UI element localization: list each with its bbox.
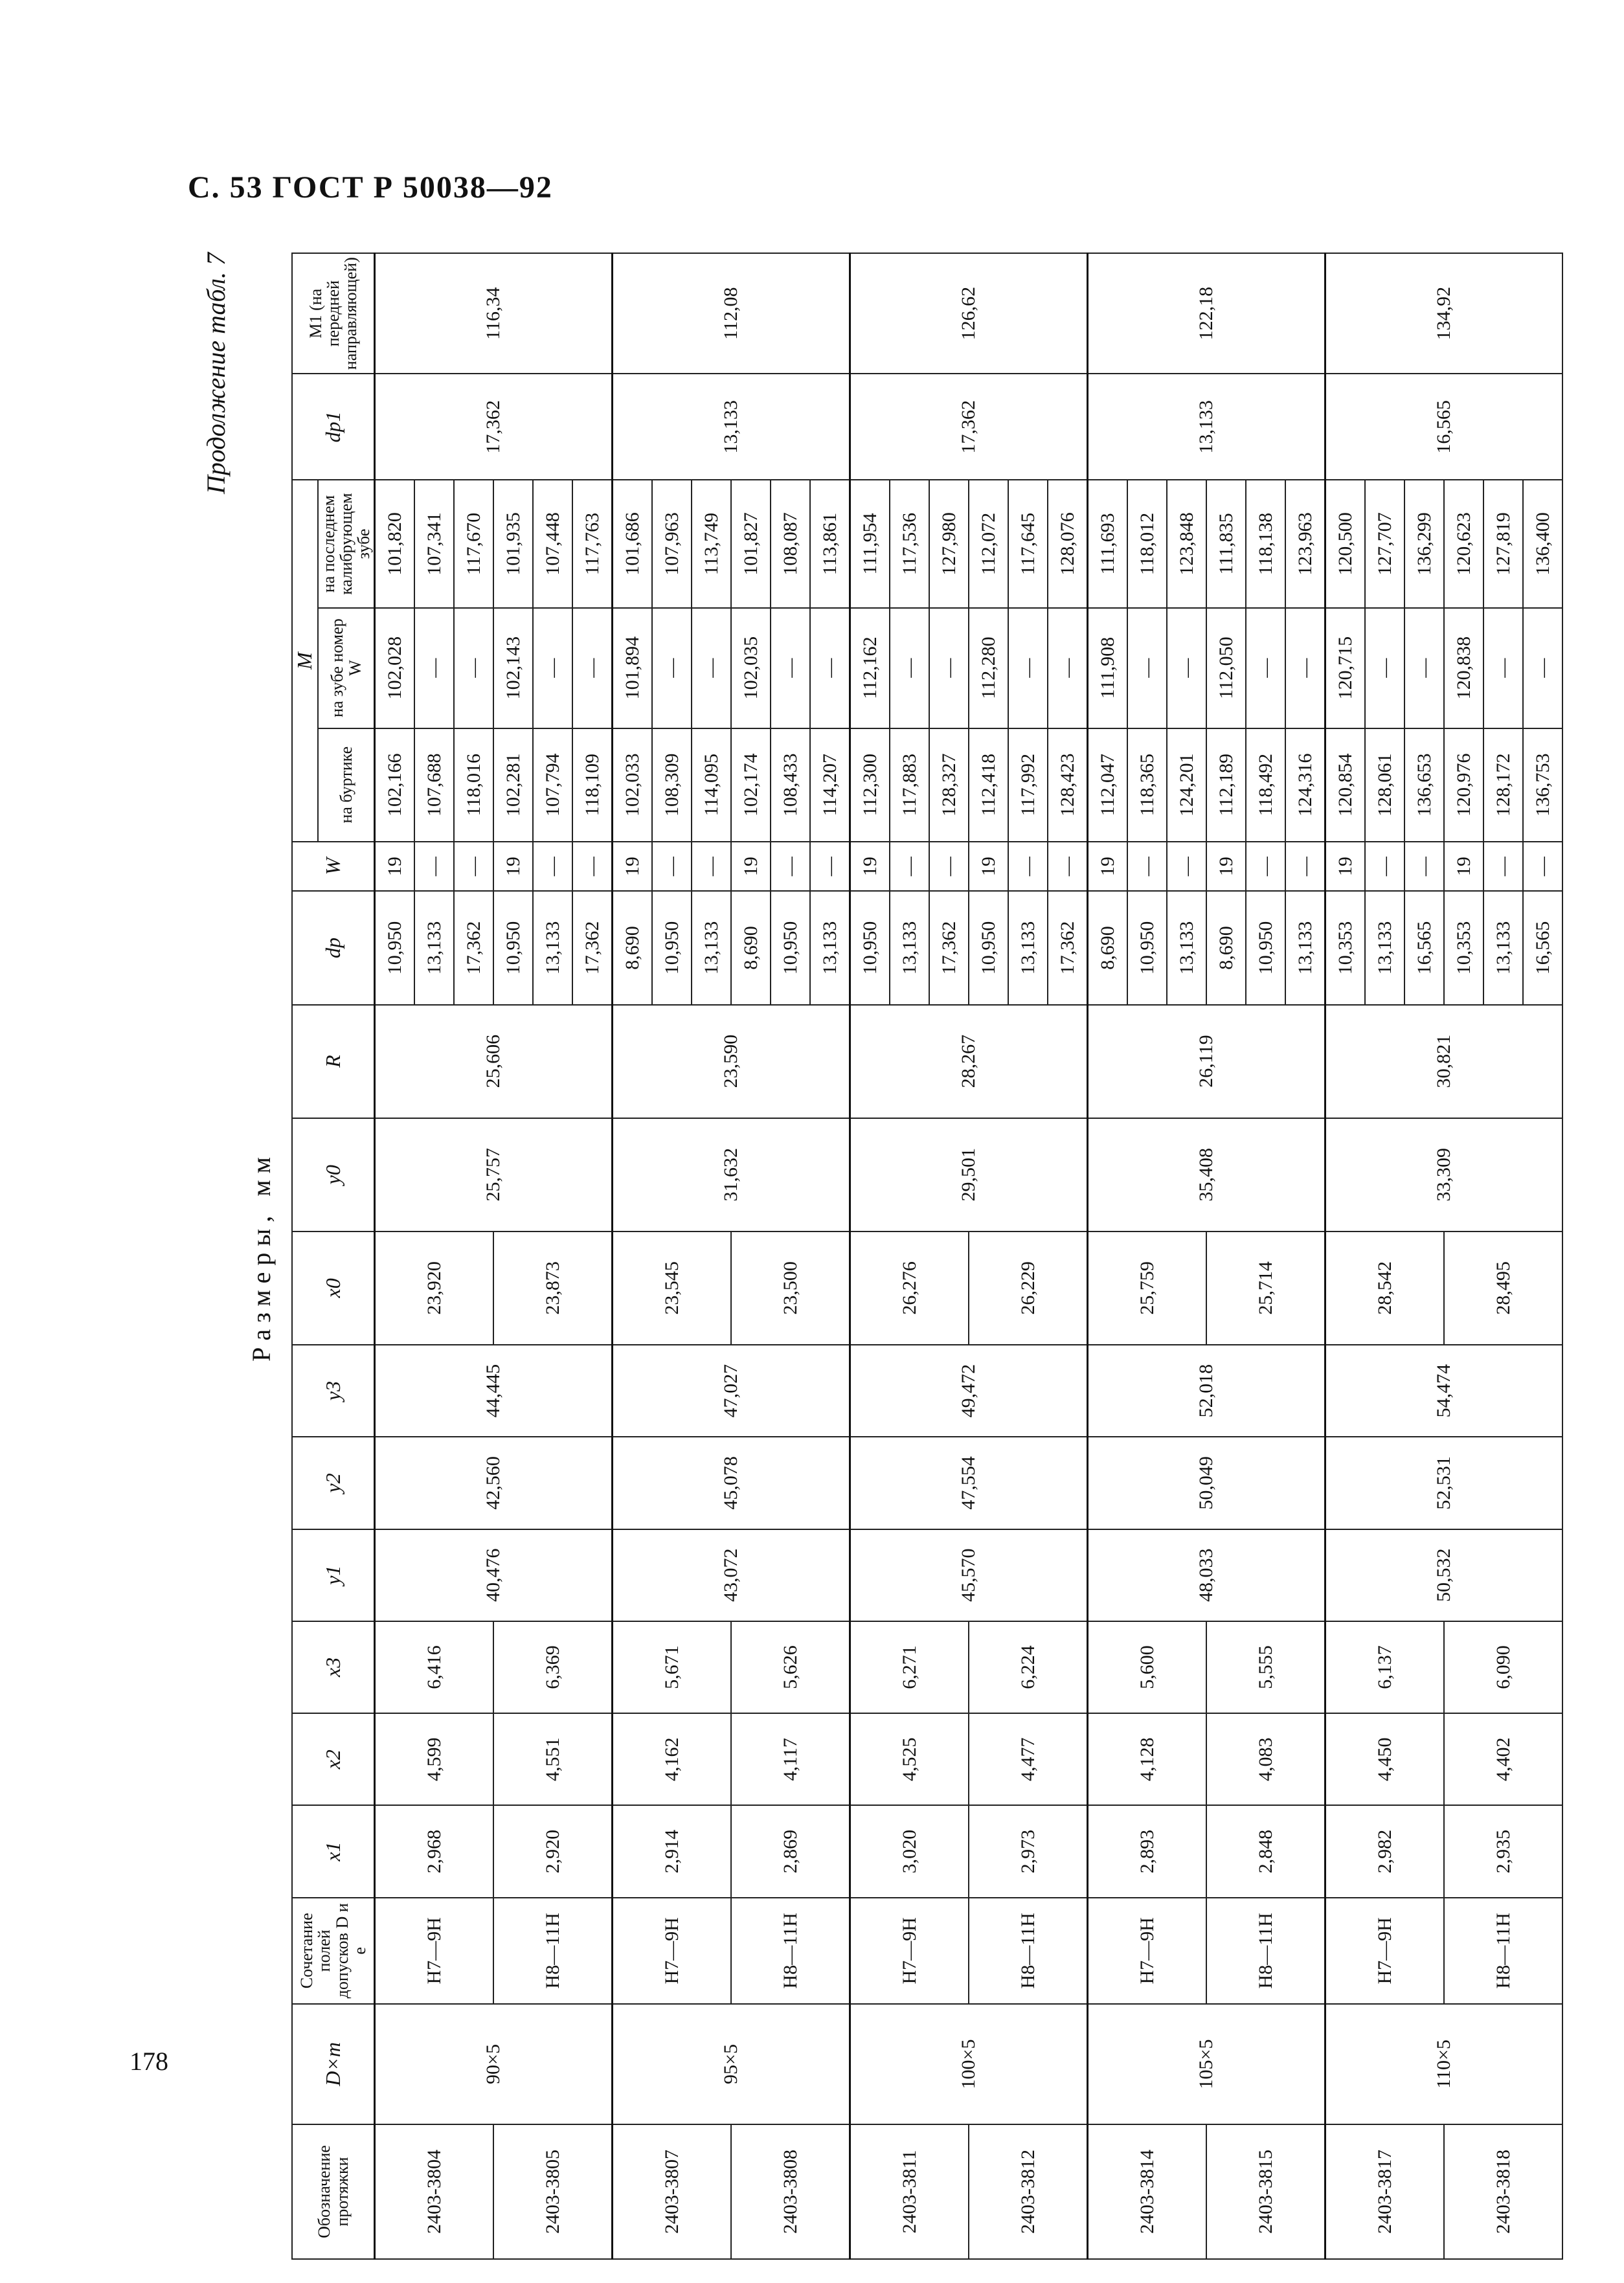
cell-dp: 13,133 xyxy=(1285,891,1325,1004)
cell-y2: 45,078 xyxy=(613,1437,850,1529)
cell-m-burtik: 112,418 xyxy=(969,728,1008,842)
col-m-burtik: на буртике xyxy=(318,728,375,842)
cell-r: 25,606 xyxy=(375,1005,613,1118)
cell-x3: 6,369 xyxy=(493,1621,613,1713)
cell-y2: 47,554 xyxy=(850,1437,1088,1529)
cell-y0: 29,501 xyxy=(850,1118,1088,1231)
cell-x1: 2,893 xyxy=(1088,1805,1207,1897)
cell-m-tooth-w: — xyxy=(1483,608,1523,728)
cell-m-burtik: 102,033 xyxy=(613,728,653,842)
cell-dxm: 90×5 xyxy=(375,2004,613,2124)
cell-m-burtik: 118,365 xyxy=(1127,728,1167,842)
col-tolerance: Сочетание полей допусков D и e xyxy=(292,1898,375,2004)
col-m1: M1 (на передней направляющей) xyxy=(292,253,375,374)
cell-m-last-tooth: 123,963 xyxy=(1285,480,1325,607)
cell-tolerance: H7—9H xyxy=(375,1898,494,2004)
table-row xyxy=(1325,253,1366,2259)
cell-m1: 112,08 xyxy=(613,253,850,374)
table-row xyxy=(1206,253,1246,2259)
rotated-table-area xyxy=(201,253,1553,2260)
cell-dp: 13,133 xyxy=(1167,891,1206,1004)
cell-x3: 6,224 xyxy=(969,1621,1088,1713)
cell-w: 19 xyxy=(731,842,771,892)
cell-m-last-tooth: 136,299 xyxy=(1404,480,1444,607)
cell-w: — xyxy=(810,842,850,892)
col-r: R xyxy=(292,1005,375,1118)
cell-m-tooth-w: — xyxy=(692,608,731,728)
cell-m-tooth-w: 120,838 xyxy=(1444,608,1483,728)
cell-m-burtik: 108,309 xyxy=(652,728,692,842)
cell-m-tooth-w: 102,028 xyxy=(375,608,415,728)
cell-m-burtik: 128,172 xyxy=(1483,728,1523,842)
cell-x1: 2,869 xyxy=(731,1805,850,1897)
cell-tolerance: H8—11H xyxy=(1444,1898,1562,2004)
cell-m-tooth-w: 101,894 xyxy=(613,608,653,728)
col-x0: x0 xyxy=(292,1231,375,1345)
cell-designation: 2403-3812 xyxy=(969,2124,1088,2259)
cell-y1: 40,476 xyxy=(375,1529,613,1621)
cell-tolerance: H8—11H xyxy=(1206,1898,1325,2004)
table-row xyxy=(493,253,533,2259)
cell-m1: 126,62 xyxy=(850,253,1088,374)
table-row xyxy=(969,253,1008,2259)
cell-w: 19 xyxy=(969,842,1008,892)
cell-w: — xyxy=(929,842,969,892)
cell-x3: 5,555 xyxy=(1206,1621,1325,1713)
table-row xyxy=(1088,253,1128,2259)
cell-x1: 2,848 xyxy=(1206,1805,1325,1897)
cell-dp: 13,133 xyxy=(890,891,929,1004)
cell-dp: 13,133 xyxy=(810,891,850,1004)
cell-tolerance: H7—9H xyxy=(1325,1898,1445,2004)
cell-x2: 4,402 xyxy=(1444,1713,1562,1805)
cell-w: — xyxy=(771,842,810,892)
cell-x0: 23,545 xyxy=(613,1231,732,1345)
cell-dp: 13,133 xyxy=(1365,891,1404,1004)
cell-x1: 2,973 xyxy=(969,1805,1088,1897)
cell-w: — xyxy=(1365,842,1404,892)
col-dp1: dp1 xyxy=(292,374,375,480)
cell-w: — xyxy=(1048,842,1088,892)
cell-x3: 6,416 xyxy=(375,1621,494,1713)
cell-m-burtik: 128,061 xyxy=(1365,728,1404,842)
cell-r: 23,590 xyxy=(613,1005,850,1118)
cell-m1: 122,18 xyxy=(1088,253,1325,374)
cell-w: 19 xyxy=(1206,842,1246,892)
cell-designation: 2403-3815 xyxy=(1206,2124,1325,2259)
cell-dp: 17,362 xyxy=(454,891,493,1004)
cell-tolerance: H8—11H xyxy=(969,1898,1088,2004)
cell-dp1: 13,133 xyxy=(613,374,850,480)
cell-w: — xyxy=(533,842,572,892)
cell-m-burtik: 117,883 xyxy=(890,728,929,842)
cell-m-last-tooth: 136,400 xyxy=(1523,480,1562,607)
cell-m-last-tooth: 107,341 xyxy=(414,480,454,607)
cell-dp: 13,133 xyxy=(692,891,731,1004)
cell-dxm: 110×5 xyxy=(1325,2004,1563,2124)
cell-w: 19 xyxy=(850,842,890,892)
cell-y1: 48,033 xyxy=(1088,1529,1325,1621)
cell-w: 19 xyxy=(1444,842,1483,892)
cell-m-last-tooth: 120,623 xyxy=(1444,480,1483,607)
cell-dp: 10,950 xyxy=(1127,891,1167,1004)
cell-w: — xyxy=(692,842,731,892)
cell-m-tooth-w: — xyxy=(1167,608,1206,728)
cell-m-burtik: 102,281 xyxy=(493,728,533,842)
cell-dp: 13,133 xyxy=(533,891,572,1004)
cell-w: — xyxy=(652,842,692,892)
cell-x0: 28,542 xyxy=(1325,1231,1445,1345)
cell-tolerance: H7—9H xyxy=(850,1898,969,2004)
cell-m-last-tooth: 117,763 xyxy=(572,480,613,607)
cell-m-last-tooth: 107,963 xyxy=(652,480,692,607)
cell-m-last-tooth: 127,980 xyxy=(929,480,969,607)
cell-m-tooth-w: — xyxy=(1127,608,1167,728)
cell-x2: 4,551 xyxy=(493,1713,613,1805)
cell-x0: 25,759 xyxy=(1088,1231,1207,1345)
cell-x2: 4,525 xyxy=(850,1713,969,1805)
cell-dp: 10,950 xyxy=(771,891,810,1004)
table-row xyxy=(731,253,771,2259)
cell-m-burtik: 120,976 xyxy=(1444,728,1483,842)
cell-dp1: 13,133 xyxy=(1088,374,1325,480)
cell-m-last-tooth: 111,835 xyxy=(1206,480,1246,607)
col-w: W xyxy=(292,842,375,892)
cell-x1: 2,914 xyxy=(613,1805,732,1897)
cell-w: — xyxy=(1285,842,1325,892)
cell-m-tooth-w: 102,143 xyxy=(493,608,533,728)
cell-m-last-tooth: 117,536 xyxy=(890,480,929,607)
cell-dp: 10,353 xyxy=(1325,891,1366,1004)
cell-m-burtik: 118,492 xyxy=(1246,728,1285,842)
cell-dp: 16,565 xyxy=(1404,891,1444,1004)
cell-m-last-tooth: 128,076 xyxy=(1048,480,1088,607)
cell-dp: 10,950 xyxy=(493,891,533,1004)
cell-m-burtik: 128,327 xyxy=(929,728,969,842)
cell-m-burtik: 118,109 xyxy=(572,728,613,842)
cell-x2: 4,450 xyxy=(1325,1713,1445,1805)
broach-dimensions-table xyxy=(291,253,1563,2260)
col-m-last-tooth: на последнем калибрующем зубе xyxy=(318,480,375,607)
cell-dp1: 17,362 xyxy=(850,374,1088,480)
cell-dp: 10,950 xyxy=(375,891,415,1004)
cell-w: — xyxy=(1008,842,1048,892)
cell-m-tooth-w: — xyxy=(533,608,572,728)
cell-w: — xyxy=(1127,842,1167,892)
cell-m-tooth-w: — xyxy=(810,608,850,728)
col-dp: dp xyxy=(292,891,375,1004)
cell-m-last-tooth: 101,820 xyxy=(375,480,415,607)
cell-m-last-tooth: 113,861 xyxy=(810,480,850,607)
cell-y2: 42,560 xyxy=(375,1437,613,1529)
cell-w: 19 xyxy=(493,842,533,892)
cell-m-last-tooth: 123,848 xyxy=(1167,480,1206,607)
cell-m-tooth-w: — xyxy=(1246,608,1285,728)
cell-m-tooth-w: — xyxy=(1285,608,1325,728)
cell-x0: 26,229 xyxy=(969,1231,1088,1345)
col-y1: y1 xyxy=(292,1529,375,1621)
cell-m-burtik: 124,316 xyxy=(1285,728,1325,842)
cell-m-tooth-w: — xyxy=(572,608,613,728)
cell-m-burtik: 102,166 xyxy=(375,728,415,842)
cell-m-burtik: 128,423 xyxy=(1048,728,1088,842)
cell-m-last-tooth: 101,686 xyxy=(613,480,653,607)
cell-m-burtik: 118,016 xyxy=(454,728,493,842)
cell-m-tooth-w: 120,715 xyxy=(1325,608,1366,728)
cell-m-last-tooth: 108,087 xyxy=(771,480,810,607)
cell-dp: 17,362 xyxy=(572,891,613,1004)
cell-w: — xyxy=(890,842,929,892)
cell-m-burtik: 120,854 xyxy=(1325,728,1366,842)
cell-y0: 25,757 xyxy=(375,1118,613,1231)
cell-m-burtik: 117,992 xyxy=(1008,728,1048,842)
cell-m-burtik: 136,653 xyxy=(1404,728,1444,842)
cell-x2: 4,599 xyxy=(375,1713,494,1805)
cell-dp: 10,950 xyxy=(1246,891,1285,1004)
cell-dp: 17,362 xyxy=(929,891,969,1004)
cell-w: — xyxy=(454,842,493,892)
cell-m-tooth-w: 111,908 xyxy=(1088,608,1128,728)
cell-w: — xyxy=(572,842,613,892)
table-body xyxy=(375,253,1563,2259)
cell-y0: 35,408 xyxy=(1088,1118,1325,1231)
cell-y0: 33,309 xyxy=(1325,1118,1563,1231)
cell-designation: 2403-3804 xyxy=(375,2124,494,2259)
cell-m-tooth-w: — xyxy=(414,608,454,728)
cell-x1: 2,920 xyxy=(493,1805,613,1897)
cell-tolerance: H7—9H xyxy=(1088,1898,1207,2004)
cell-dp: 17,362 xyxy=(1048,891,1088,1004)
cell-dxm: 100×5 xyxy=(850,2004,1088,2124)
col-x2: x2 xyxy=(292,1713,375,1805)
cell-r: 26,119 xyxy=(1088,1005,1325,1118)
cell-m-burtik: 114,095 xyxy=(692,728,731,842)
cell-w: — xyxy=(1246,842,1285,892)
cell-designation: 2403-3805 xyxy=(493,2124,613,2259)
cell-m-burtik: 136,753 xyxy=(1523,728,1562,842)
cell-w: — xyxy=(414,842,454,892)
cell-m-tooth-w: — xyxy=(652,608,692,728)
cell-dp: 13,133 xyxy=(1008,891,1048,1004)
cell-m-last-tooth: 111,693 xyxy=(1088,480,1128,607)
cell-dp: 8,690 xyxy=(1206,891,1246,1004)
cell-w: 19 xyxy=(1325,842,1366,892)
cell-dxm: 105×5 xyxy=(1088,2004,1325,2124)
cell-x0: 25,714 xyxy=(1206,1231,1325,1345)
cell-w: 19 xyxy=(613,842,653,892)
cell-m-tooth-w: 112,162 xyxy=(850,608,890,728)
col-x3: x3 xyxy=(292,1621,375,1713)
cell-tolerance: H7—9H xyxy=(613,1898,732,2004)
cell-m-last-tooth: 118,012 xyxy=(1127,480,1167,607)
cell-y3: 47,027 xyxy=(613,1345,850,1437)
col-dxm: D×m xyxy=(292,2004,375,2124)
cell-x3: 6,271 xyxy=(850,1621,969,1713)
cell-y3: 52,018 xyxy=(1088,1345,1325,1437)
cell-m-tooth-w: — xyxy=(890,608,929,728)
cell-y1: 43,072 xyxy=(613,1529,850,1621)
page-header: С. 53 ГОСТ Р 50038—92 xyxy=(188,170,553,205)
cell-m-burtik: 112,300 xyxy=(850,728,890,842)
cell-w: 19 xyxy=(1088,842,1128,892)
cell-m-tooth-w: — xyxy=(929,608,969,728)
cell-m-tooth-w: — xyxy=(1048,608,1088,728)
col-y0: y0 xyxy=(292,1118,375,1231)
cell-x1: 3,020 xyxy=(850,1805,969,1897)
cell-x2: 4,117 xyxy=(731,1713,850,1805)
cell-w: 19 xyxy=(375,842,415,892)
cell-dxm: 95×5 xyxy=(613,2004,850,2124)
cell-designation: 2403-3808 xyxy=(731,2124,850,2259)
cell-y1: 45,570 xyxy=(850,1529,1088,1621)
cell-m-tooth-w: — xyxy=(1008,608,1048,728)
col-m-tooth-w: на зубе номер W xyxy=(318,608,375,728)
cell-tolerance: H8—11H xyxy=(493,1898,613,2004)
cell-x1: 2,982 xyxy=(1325,1805,1445,1897)
cell-m-tooth-w: 102,035 xyxy=(731,608,771,728)
cell-dp: 16,565 xyxy=(1523,891,1562,1004)
cell-r: 28,267 xyxy=(850,1005,1088,1118)
table-row xyxy=(613,253,653,2259)
cell-m-last-tooth: 117,670 xyxy=(454,480,493,607)
cell-y3: 54,474 xyxy=(1325,1345,1563,1437)
cell-x2: 4,083 xyxy=(1206,1713,1325,1805)
cell-m-tooth-w: — xyxy=(454,608,493,728)
cell-x0: 26,276 xyxy=(850,1231,969,1345)
cell-m-last-tooth: 101,935 xyxy=(493,480,533,607)
cell-m-tooth-w: — xyxy=(771,608,810,728)
cell-x2: 4,477 xyxy=(969,1713,1088,1805)
cell-dp: 10,950 xyxy=(652,891,692,1004)
cell-m-tooth-w: — xyxy=(1404,608,1444,728)
cell-dp1: 16,565 xyxy=(1325,374,1563,480)
cell-r: 30,821 xyxy=(1325,1005,1563,1118)
cell-designation: 2403-3811 xyxy=(850,2124,969,2259)
cell-designation: 2403-3807 xyxy=(613,2124,732,2259)
col-x1: x1 xyxy=(292,1805,375,1897)
cell-dp1: 17,362 xyxy=(375,374,613,480)
table-row xyxy=(850,253,890,2259)
cell-x1: 2,968 xyxy=(375,1805,494,1897)
cell-designation: 2403-3818 xyxy=(1444,2124,1562,2259)
cell-y3: 44,445 xyxy=(375,1345,613,1437)
cell-x2: 4,162 xyxy=(613,1713,732,1805)
cell-m-last-tooth: 112,072 xyxy=(969,480,1008,607)
cell-y2: 52,531 xyxy=(1325,1437,1563,1529)
cell-y0: 31,632 xyxy=(613,1118,850,1231)
cell-m-tooth-w: — xyxy=(1523,608,1562,728)
cell-m-burtik: 108,433 xyxy=(771,728,810,842)
cell-m-burtik: 124,201 xyxy=(1167,728,1206,842)
cell-dp: 8,690 xyxy=(613,891,653,1004)
cell-dp: 10,353 xyxy=(1444,891,1483,1004)
cell-m-last-tooth: 117,645 xyxy=(1008,480,1048,607)
table-row xyxy=(1444,253,1483,2259)
cell-x3: 5,626 xyxy=(731,1621,850,1713)
cell-x1: 2,935 xyxy=(1444,1805,1562,1897)
cell-designation: 2403-3814 xyxy=(1088,2124,1207,2259)
cell-y1: 50,532 xyxy=(1325,1529,1563,1621)
table-sizes-caption: Размеры, мм xyxy=(247,1151,276,1362)
col-y2: y2 xyxy=(292,1437,375,1529)
page-number: 178 xyxy=(130,2047,168,2076)
cell-tolerance: H8—11H xyxy=(731,1898,850,2004)
cell-m-last-tooth: 111,954 xyxy=(850,480,890,607)
cell-m-last-tooth: 127,707 xyxy=(1365,480,1404,607)
cell-m-burtik: 102,174 xyxy=(731,728,771,842)
cell-x0: 28,495 xyxy=(1444,1231,1562,1345)
cell-x0: 23,920 xyxy=(375,1231,494,1345)
cell-m-last-tooth: 127,819 xyxy=(1483,480,1523,607)
cell-w: — xyxy=(1167,842,1206,892)
cell-designation: 2403-3817 xyxy=(1325,2124,1445,2259)
cell-m-last-tooth: 118,138 xyxy=(1246,480,1285,607)
col-y3: y3 xyxy=(292,1345,375,1437)
cell-m-last-tooth: 120,500 xyxy=(1325,480,1366,607)
cell-m-last-tooth: 101,827 xyxy=(731,480,771,607)
cell-x3: 5,671 xyxy=(613,1621,732,1713)
cell-m-tooth-w: — xyxy=(1365,608,1404,728)
cell-m-burtik: 114,207 xyxy=(810,728,850,842)
cell-dp: 10,950 xyxy=(969,891,1008,1004)
cell-x3: 6,090 xyxy=(1444,1621,1562,1713)
cell-x0: 23,500 xyxy=(731,1231,850,1345)
cell-x0: 23,873 xyxy=(493,1231,613,1345)
cell-dp: 8,690 xyxy=(731,891,771,1004)
cell-m-burtik: 112,189 xyxy=(1206,728,1246,842)
cell-x3: 6,137 xyxy=(1325,1621,1445,1713)
cell-dp: 10,950 xyxy=(850,891,890,1004)
cell-x2: 4,128 xyxy=(1088,1713,1207,1805)
cell-m-burtik: 107,688 xyxy=(414,728,454,842)
cell-x3: 5,600 xyxy=(1088,1621,1207,1713)
cell-m-burtik: 112,047 xyxy=(1088,728,1128,842)
cell-dp: 13,133 xyxy=(1483,891,1523,1004)
cell-m-burtik: 107,794 xyxy=(533,728,572,842)
cell-m1: 116,34 xyxy=(375,253,613,374)
cell-m-last-tooth: 107,448 xyxy=(533,480,572,607)
col-designation: Обозначение протяжки xyxy=(292,2124,375,2259)
cell-dp: 13,133 xyxy=(414,891,454,1004)
cell-y3: 49,472 xyxy=(850,1345,1088,1437)
cell-m-tooth-w: 112,280 xyxy=(969,608,1008,728)
cell-y2: 50,049 xyxy=(1088,1437,1325,1529)
cell-w: — xyxy=(1404,842,1444,892)
cell-m1: 134,92 xyxy=(1325,253,1563,374)
table-row xyxy=(375,253,415,2259)
cell-m-tooth-w: 112,050 xyxy=(1206,608,1246,728)
cell-w: — xyxy=(1483,842,1523,892)
col-m-group: M xyxy=(292,480,318,841)
cell-m-last-tooth: 113,749 xyxy=(692,480,731,607)
table-continuation-caption: Продолжение табл. 7 xyxy=(201,253,231,495)
cell-dp: 8,690 xyxy=(1088,891,1128,1004)
cell-w: — xyxy=(1523,842,1562,892)
